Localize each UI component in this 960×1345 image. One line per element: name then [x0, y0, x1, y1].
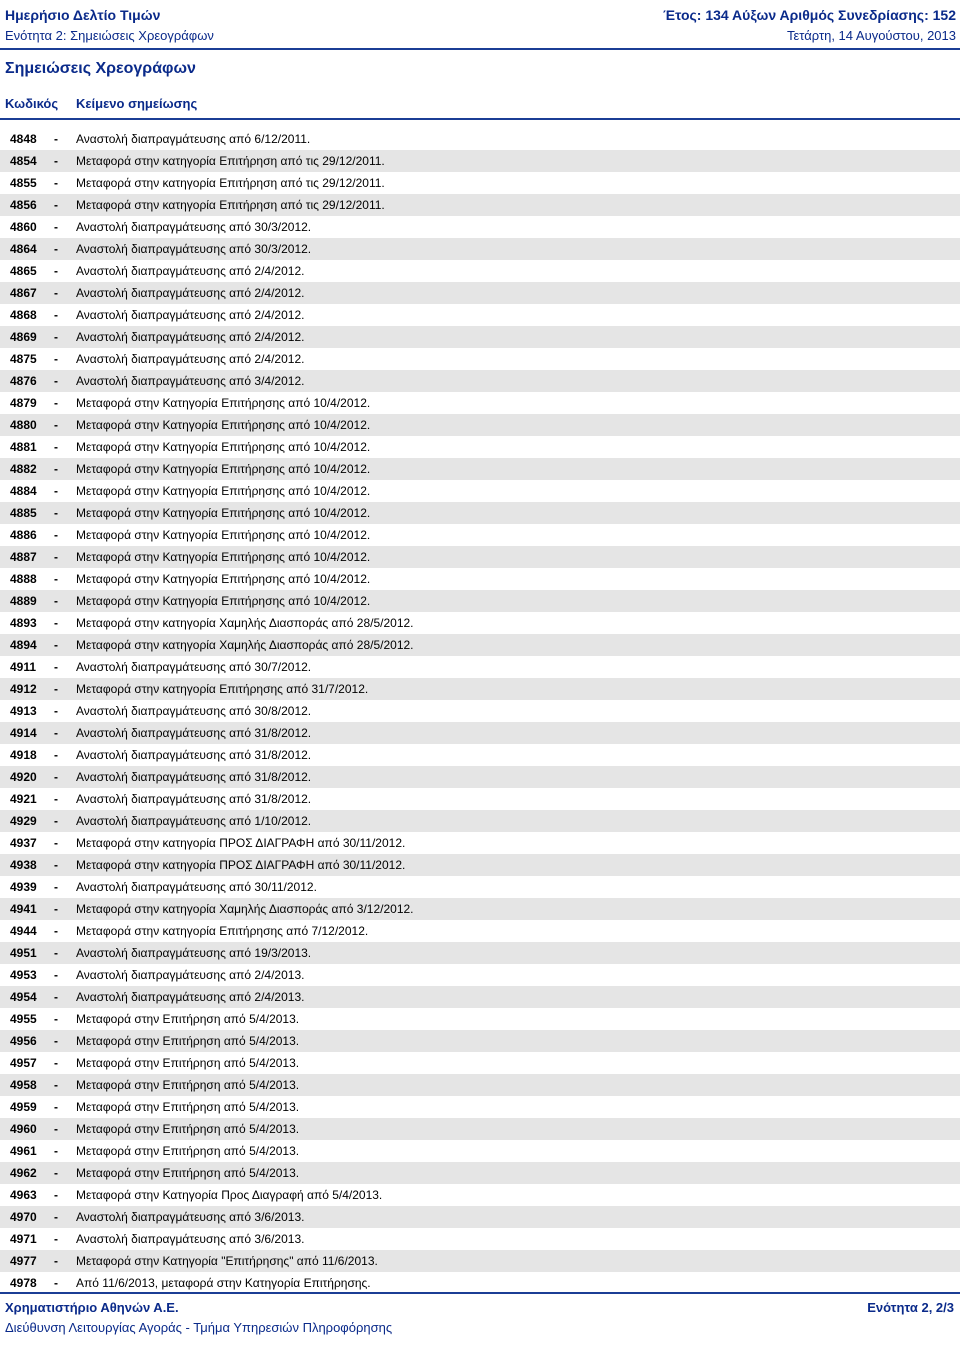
note-code: 4911	[10, 660, 37, 674]
footer-divider	[0, 1292, 960, 1294]
table-row	[0, 194, 960, 216]
note-code: 4868	[10, 308, 37, 322]
exchange-name: Χρηματιστήριο Αθηνών Α.Ε.	[5, 1300, 179, 1315]
note-dash: -	[54, 726, 58, 740]
note-dash: -	[54, 836, 58, 850]
table-row	[0, 898, 960, 920]
note-dash: -	[54, 616, 58, 630]
table-row	[0, 854, 960, 876]
note-text: Αναστολή διαπραγμάτευσης από 2/4/2012.	[76, 352, 305, 366]
table-row	[0, 436, 960, 458]
note-code: 4970	[10, 1210, 37, 1224]
table-row	[0, 1140, 960, 1162]
note-code: 4913	[10, 704, 37, 718]
year-session-label: Έτος: 134 Αύξων Αριθμός Συνεδρίασης: 152	[663, 7, 956, 23]
note-code: 4885	[10, 506, 37, 520]
note-dash: -	[54, 1122, 58, 1136]
table-row	[0, 392, 960, 414]
note-code: 4963	[10, 1188, 37, 1202]
table-row	[0, 304, 960, 326]
note-code: 4879	[10, 396, 37, 410]
table-row	[0, 458, 960, 480]
note-dash: -	[54, 1210, 58, 1224]
note-dash: -	[54, 770, 58, 784]
note-text: Μεταφορά στην κατηγορία Επιτήρησης από 31/7/2012.	[76, 682, 369, 696]
note-dash: -	[54, 638, 58, 652]
note-dash: -	[54, 682, 58, 696]
table-row	[0, 282, 960, 304]
note-text: Αναστολή διαπραγμάτευσης από 31/8/2012.	[76, 726, 312, 740]
notes-table	[0, 128, 960, 1294]
table-row	[0, 1162, 960, 1184]
note-code: 4978	[10, 1276, 37, 1290]
note-text: Μεταφορά στην Κατηγορία Επιτήρησης από 10/4/2012.	[76, 440, 371, 454]
note-dash: -	[54, 1144, 58, 1158]
note-code: 4854	[10, 154, 37, 168]
note-code: 4864	[10, 242, 37, 256]
note-code: 4959	[10, 1100, 37, 1114]
note-text: Αναστολή διαπραγμάτευσης από 6/12/2011.	[76, 132, 311, 146]
table-row	[0, 1272, 960, 1294]
note-dash: -	[54, 858, 58, 872]
note-code: 4961	[10, 1144, 37, 1158]
note-dash: -	[54, 1166, 58, 1180]
note-text: Μεταφορά στην Επιτήρηση από 5/4/2013.	[76, 1056, 300, 1070]
note-dash: -	[54, 594, 58, 608]
note-code: 4855	[10, 176, 37, 190]
note-text: Μεταφορά στην Κατηγορία Επιτήρησης από 10/4/2012.	[76, 484, 371, 498]
note-text: Μεταφορά στην Επιτήρηση από 5/4/2013.	[76, 1012, 300, 1026]
table-row	[0, 1030, 960, 1052]
note-code: 4944	[10, 924, 37, 938]
note-code: 4971	[10, 1232, 37, 1246]
note-text: Μεταφορά στην Επιτήρηση από 5/4/2013.	[76, 1166, 300, 1180]
table-row	[0, 1052, 960, 1074]
table-row	[0, 744, 960, 766]
column-header-text: Κείμενο σημείωσης	[76, 96, 198, 111]
table-row	[0, 480, 960, 502]
note-code: 4888	[10, 572, 37, 586]
note-code: 4954	[10, 990, 37, 1004]
table-row	[0, 788, 960, 810]
note-text: Αναστολή διαπραγμάτευσης από 30/3/2012.	[76, 242, 312, 256]
note-text: Μεταφορά στην Κατηγορία Επιτήρησης από 10/4/2012.	[76, 594, 371, 608]
note-text: Μεταφορά στην κατηγορία Επιτήρηση από τις 29/12/2011.	[76, 154, 385, 168]
date-label: Τετάρτη, 14 Αυγούστου, 2013	[786, 28, 956, 43]
column-divider	[0, 118, 960, 120]
note-code: 4869	[10, 330, 37, 344]
department-name: Διεύθυνση Λειτουργίας Αγοράς - Τμήμα Υπηρεσιών Πληροφόρησης	[5, 1320, 393, 1335]
note-code: 4884	[10, 484, 37, 498]
note-dash: -	[54, 660, 58, 674]
note-dash: -	[54, 154, 58, 168]
note-text: Μεταφορά στην Επιτήρηση από 5/4/2013.	[76, 1100, 300, 1114]
note-dash: -	[54, 396, 58, 410]
note-code: 4880	[10, 418, 37, 432]
note-code: 4867	[10, 286, 37, 300]
note-code: 4856	[10, 198, 37, 212]
table-row	[0, 128, 960, 150]
note-text: Μεταφορά στην κατηγορία Επιτήρηση από τις 29/12/2011.	[76, 198, 385, 212]
note-code: 4958	[10, 1078, 37, 1092]
note-dash: -	[54, 242, 58, 256]
table-row	[0, 1228, 960, 1250]
note-dash: -	[54, 264, 58, 278]
note-dash: -	[54, 946, 58, 960]
table-row	[0, 722, 960, 744]
note-text: Αναστολή διαπραγμάτευσης από 31/8/2012.	[76, 748, 312, 762]
table-row	[0, 172, 960, 194]
note-code: 4881	[10, 440, 37, 454]
page-number: Ενότητα 2, 2/3	[867, 1300, 954, 1315]
note-text: Αναστολή διαπραγμάτευσης από 30/7/2012.	[76, 660, 312, 674]
note-text: Μεταφορά στην Επιτήρηση από 5/4/2013.	[76, 1144, 300, 1158]
note-dash: -	[54, 132, 58, 146]
note-text: Μεταφορά στην κατηγορία Χαμηλής Διασποράς από 28/5/2012.	[76, 616, 414, 630]
note-dash: -	[54, 902, 58, 916]
note-code: 4889	[10, 594, 37, 608]
note-text: Αναστολή διαπραγμάτευσης από 2/4/2012.	[76, 308, 305, 322]
note-dash: -	[54, 990, 58, 1004]
note-dash: -	[54, 704, 58, 718]
note-text: Μεταφορά στην κατηγορία Χαμηλής Διασποράς από 3/12/2012.	[76, 902, 414, 916]
note-text: Αναστολή διαπραγμάτευσης από 3/4/2012.	[76, 374, 305, 388]
section-title: Σημειώσεις Χρεογράφων	[5, 60, 196, 77]
table-row	[0, 986, 960, 1008]
table-row	[0, 326, 960, 348]
note-text: Μεταφορά στην Επιτήρηση από 5/4/2013.	[76, 1078, 300, 1092]
note-code: 4912	[10, 682, 37, 696]
note-text: Αναστολή διαπραγμάτευσης από 31/8/2012.	[76, 770, 312, 784]
note-code: 4937	[10, 836, 37, 850]
note-code: 4941	[10, 902, 37, 916]
note-text: Μεταφορά στην κατηγορία Χαμηλής Διασποράς από 28/5/2012.	[76, 638, 414, 652]
note-code: 4960	[10, 1122, 37, 1136]
table-row	[0, 414, 960, 436]
note-code: 4956	[10, 1034, 37, 1048]
note-dash: -	[54, 374, 58, 388]
note-dash: -	[54, 792, 58, 806]
note-text: Μεταφορά στην κατηγορία ΠΡΟΣ ΔΙΑΓΡΑΦΗ από 30/11/2012.	[76, 858, 406, 872]
note-code: 4938	[10, 858, 37, 872]
note-code: 4865	[10, 264, 37, 278]
note-code: 4894	[10, 638, 37, 652]
table-row	[0, 1206, 960, 1228]
note-dash: -	[54, 1254, 58, 1268]
note-dash: -	[54, 1100, 58, 1114]
note-text: Αναστολή διαπραγμάτευσης από 30/8/2012.	[76, 704, 312, 718]
note-text: Μεταφορά στην Κατηγορία "Επιτήρησης" από 11/6/2013.	[76, 1254, 378, 1268]
table-row	[0, 238, 960, 260]
note-dash: -	[54, 484, 58, 498]
note-text: Αναστολή διαπραγμάτευσης από 2/4/2012.	[76, 264, 305, 278]
table-row	[0, 810, 960, 832]
note-dash: -	[54, 1188, 58, 1202]
table-row	[0, 766, 960, 788]
note-code: 4893	[10, 616, 37, 630]
table-row	[0, 546, 960, 568]
note-code: 4962	[10, 1166, 37, 1180]
note-dash: -	[54, 330, 58, 344]
note-code: 4914	[10, 726, 37, 740]
column-header-code: Κωδικός	[5, 96, 59, 111]
note-dash: -	[54, 814, 58, 828]
note-text: Αναστολή διαπραγμάτευσης από 19/3/2013.	[76, 946, 312, 960]
note-dash: -	[54, 1012, 58, 1026]
note-dash: -	[54, 198, 58, 212]
note-code: 4957	[10, 1056, 37, 1070]
note-text: Μεταφορά στην κατηγορία Επιτήρηση από τις 29/12/2011.	[76, 176, 385, 190]
note-text: Αναστολή διαπραγμάτευσης από 30/3/2012.	[76, 220, 312, 234]
note-code: 4977	[10, 1254, 37, 1268]
column-headers	[0, 96, 960, 116]
note-code: 4848	[10, 132, 37, 146]
note-code: 4953	[10, 968, 37, 982]
section-label: Ενότητα 2: Σημειώσεις Χρεογράφων	[5, 28, 214, 43]
note-dash: -	[54, 1078, 58, 1092]
note-dash: -	[54, 1034, 58, 1048]
note-text: Αναστολή διαπραγμάτευσης από 31/8/2012.	[76, 792, 312, 806]
table-row	[0, 590, 960, 612]
note-dash: -	[54, 1276, 58, 1290]
note-dash: -	[54, 550, 58, 564]
note-dash: -	[54, 572, 58, 586]
table-row	[0, 524, 960, 546]
note-text: Αναστολή διαπραγμάτευσης από 30/11/2012.	[76, 880, 317, 894]
table-row	[0, 942, 960, 964]
note-dash: -	[54, 176, 58, 190]
table-row	[0, 370, 960, 392]
table-row	[0, 1008, 960, 1030]
note-dash: -	[54, 308, 58, 322]
note-code: 4955	[10, 1012, 37, 1026]
note-dash: -	[54, 880, 58, 894]
note-text: Μεταφορά στην Κατηγορία Επιτήρησης από 10/4/2012.	[76, 572, 371, 586]
table-row	[0, 832, 960, 854]
note-code: 4918	[10, 748, 37, 762]
table-row	[0, 634, 960, 656]
table-row	[0, 1074, 960, 1096]
note-dash: -	[54, 418, 58, 432]
note-code: 4921	[10, 792, 37, 806]
page-header	[0, 0, 960, 54]
note-code: 4939	[10, 880, 37, 894]
table-row	[0, 612, 960, 634]
table-row	[0, 700, 960, 722]
note-text: Μεταφορά στην Κατηγορία Προς Διαγραφή από 5/4/2013.	[76, 1188, 383, 1202]
note-text: Μεταφορά στην Κατηγορία Επιτήρησης από 10/4/2012.	[76, 550, 371, 564]
note-text: Μεταφορά στην Κατηγορία Επιτήρησης από 10/4/2012.	[76, 418, 371, 432]
table-row	[0, 876, 960, 898]
note-code: 4887	[10, 550, 37, 564]
note-dash: -	[54, 1056, 58, 1070]
bulletin-title: Ημερήσιο Δελτίο Τιμών	[5, 7, 161, 23]
note-dash: -	[54, 748, 58, 762]
note-dash: -	[54, 924, 58, 938]
note-text: Αναστολή διαπραγμάτευσης από 2/4/2012.	[76, 330, 305, 344]
header-divider	[0, 48, 960, 50]
note-text: Μεταφορά στην κατηγορία Επιτήρησης από 7/12/2012.	[76, 924, 369, 938]
note-text: Μεταφορά στην Κατηγορία Επιτήρησης από 10/4/2012.	[76, 396, 371, 410]
note-text: Μεταφορά στην Επιτήρηση από 5/4/2013.	[76, 1122, 300, 1136]
note-code: 4920	[10, 770, 37, 784]
note-text: Αναστολή διαπραγμάτευσης από 2/4/2013.	[76, 990, 305, 1004]
table-row	[0, 1184, 960, 1206]
note-text: Αναστολή διαπραγμάτευσης από 2/4/2012.	[76, 286, 305, 300]
note-code: 4886	[10, 528, 37, 542]
table-row	[0, 260, 960, 282]
table-row	[0, 656, 960, 678]
note-dash: -	[54, 220, 58, 234]
table-row	[0, 568, 960, 590]
note-dash: -	[54, 968, 58, 982]
note-code: 4882	[10, 462, 37, 476]
table-row	[0, 216, 960, 238]
note-text: Από 11/6/2013, μεταφορά στην Κατηγορία Επιτήρησης.	[76, 1276, 371, 1290]
note-text: Αναστολή διαπραγμάτευσης από 1/10/2012.	[76, 814, 312, 828]
table-row	[0, 678, 960, 700]
table-row	[0, 150, 960, 172]
table-row	[0, 920, 960, 942]
note-dash: -	[54, 352, 58, 366]
note-text: Μεταφορά στην Επιτήρηση από 5/4/2013.	[76, 1034, 300, 1048]
table-row	[0, 502, 960, 524]
note-text: Αναστολή διαπραγμάτευσης από 2/4/2013.	[76, 968, 305, 982]
note-text: Αναστολή διαπραγμάτευσης από 3/6/2013.	[76, 1210, 305, 1224]
table-row	[0, 1118, 960, 1140]
note-text: Αναστολή διαπραγμάτευσης από 3/6/2013.	[76, 1232, 305, 1246]
table-row	[0, 964, 960, 986]
note-code: 4951	[10, 946, 37, 960]
note-dash: -	[54, 528, 58, 542]
note-code: 4876	[10, 374, 37, 388]
note-text: Μεταφορά στην Κατηγορία Επιτήρησης από 10/4/2012.	[76, 528, 371, 542]
table-row	[0, 1096, 960, 1118]
table-row	[0, 1250, 960, 1272]
note-text: Μεταφορά στην Κατηγορία Επιτήρησης από 10/4/2012.	[76, 506, 371, 520]
note-text: Μεταφορά στην Κατηγορία Επιτήρησης από 10/4/2012.	[76, 462, 371, 476]
note-dash: -	[54, 440, 58, 454]
note-dash: -	[54, 506, 58, 520]
note-code: 4929	[10, 814, 37, 828]
note-dash: -	[54, 462, 58, 476]
note-dash: -	[54, 1232, 58, 1246]
note-code: 4875	[10, 352, 37, 366]
note-dash: -	[54, 286, 58, 300]
note-text: Μεταφορά στην κατηγορία ΠΡΟΣ ΔΙΑΓΡΑΦΗ από 30/11/2012.	[76, 836, 406, 850]
note-code: 4860	[10, 220, 37, 234]
table-row	[0, 348, 960, 370]
